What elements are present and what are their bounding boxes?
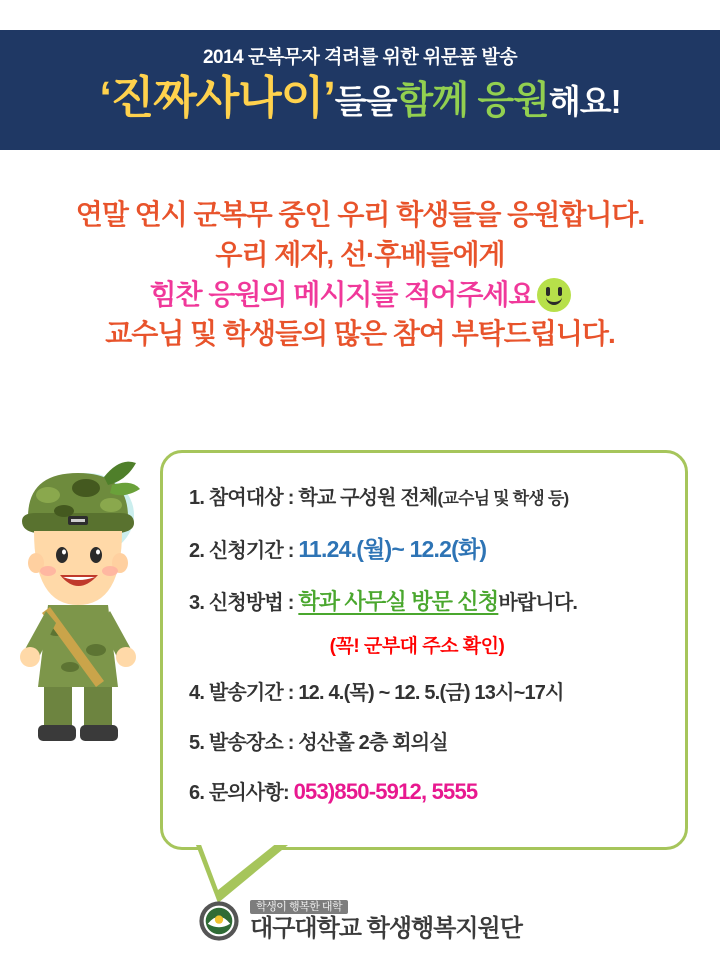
footer-logo bbox=[0, 900, 720, 942]
bubble-tail-inner bbox=[200, 842, 278, 890]
detail-2-value: 11.24.(월)~ 12.2(화) bbox=[298, 536, 487, 562]
detail-1-value: 학교 구성원 전체 bbox=[298, 487, 438, 509]
footer-organization: 대구대학교 학생행복지원단 bbox=[250, 915, 522, 943]
banner-title-white: 들을 bbox=[334, 83, 397, 120]
footer-text-block bbox=[250, 900, 522, 942]
detail-6-number: 6. bbox=[189, 782, 205, 804]
detail-1-number: 1. bbox=[189, 487, 205, 509]
header-banner bbox=[0, 30, 720, 150]
detail-6-value: 053)850-5912, 5555 bbox=[293, 779, 478, 804]
banner-subtitle: 2014 군복무자 격려를 위한 위문품 발송 bbox=[202, 47, 518, 68]
detail-4-label: 발송기간 : bbox=[208, 682, 294, 704]
detail-4-value: 12. 4.(목) ~ 12. 5.(금) 13시~17시 bbox=[298, 682, 564, 704]
smiley-face-icon bbox=[537, 278, 571, 312]
detail-1-label: 참여대상 : bbox=[208, 487, 294, 509]
details-bubble bbox=[160, 450, 688, 850]
intro-line-1: 연말 연시 군복무 중인 우리 학생들을 응원합니다. bbox=[75, 199, 645, 230]
detail-2-number: 2. bbox=[189, 540, 205, 562]
detail-item-3 bbox=[189, 585, 685, 616]
detail-4-number: 4. bbox=[189, 682, 205, 704]
footer-slogan: 학생이 행복한 대학 bbox=[250, 900, 348, 914]
detail-3-value: 학과 사무실 방문 신청 bbox=[298, 589, 499, 614]
detail-5-value: 성산홀 2층 회의실 bbox=[298, 732, 448, 754]
detail-5-label: 발송장소 : bbox=[208, 732, 294, 754]
detail-item-6 bbox=[189, 776, 685, 805]
detail-item-4 bbox=[189, 676, 685, 705]
banner-title-white2: 해요! bbox=[548, 83, 621, 120]
detail-3-value-tail: 바랍니다. bbox=[498, 592, 578, 614]
banner-title-quote: ‘진짜사나이’ bbox=[99, 72, 335, 123]
detail-3-label: 신청방법 : bbox=[208, 592, 294, 614]
detail-6-label: 문의사항: bbox=[208, 782, 289, 804]
address-check-note: (꼭! 군부대 주소 확인) bbox=[329, 636, 505, 657]
intro-line-3: 힘찬 응원의 메시지를 적어주세요 bbox=[149, 278, 535, 310]
intro-line-3-wrapper bbox=[0, 275, 720, 315]
detail-item-2 bbox=[189, 531, 685, 564]
university-emblem-icon bbox=[198, 900, 240, 942]
intro-paragraph bbox=[0, 195, 720, 354]
intro-line-2: 우리 제자, 선·후배들에게 bbox=[215, 238, 505, 270]
detail-3-number: 3. bbox=[189, 592, 205, 614]
soldier-character-icon bbox=[8, 455, 168, 755]
detail-1-value-note: (교수님 및 학생 등) bbox=[437, 489, 569, 508]
intro-line-4: 교수님 및 학생들의 많은 참여 부탁드립니다. bbox=[105, 318, 615, 350]
detail-item-5 bbox=[189, 726, 685, 755]
detail-2-label: 신청기간 : bbox=[208, 540, 294, 562]
detail-5-number: 5. bbox=[189, 732, 205, 754]
detail-item-1 bbox=[189, 481, 685, 510]
banner-title bbox=[99, 72, 621, 123]
banner-title-green: 함께 응원 bbox=[396, 80, 549, 122]
